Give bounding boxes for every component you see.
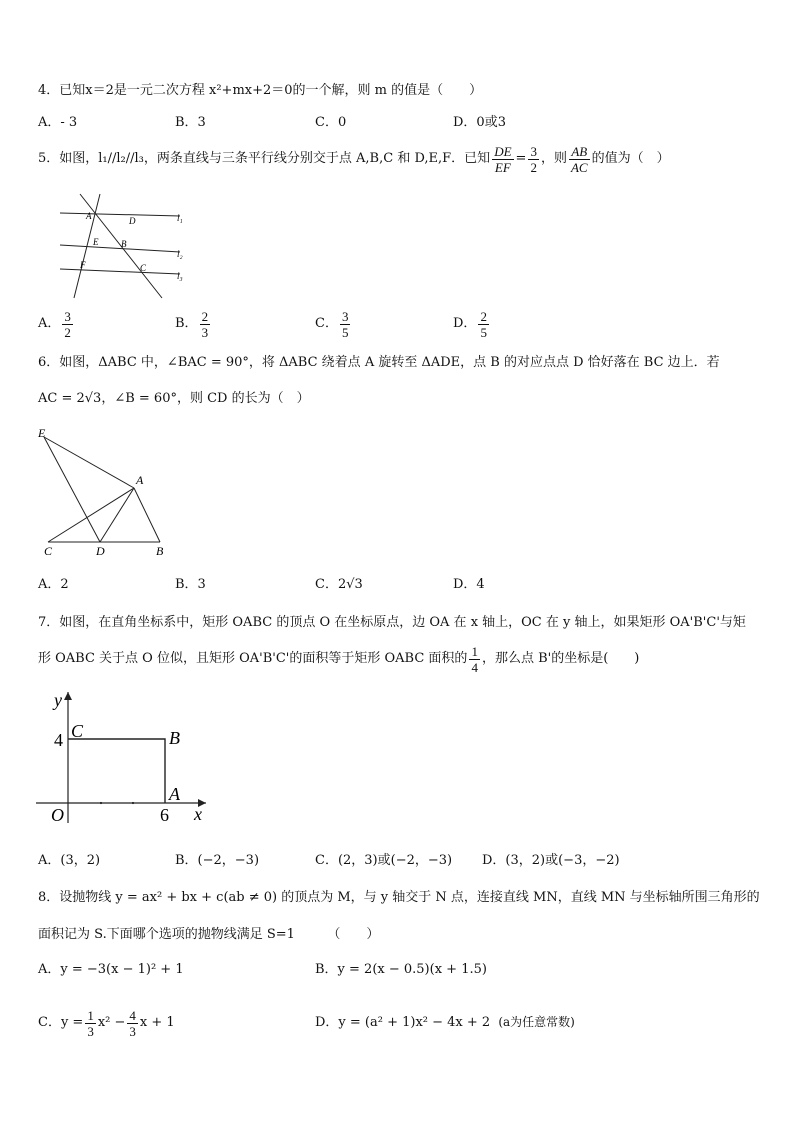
q8-option-b: B．y = 2(x − 0.5)(x + 1.5) — [315, 962, 487, 977]
q5-frac2-den: 2 — [530, 159, 537, 175]
q5-fraction-de-ef — [492, 144, 513, 175]
q6-label-b: B — [156, 544, 164, 558]
q5-frac2-num: 3 — [530, 143, 537, 159]
q7-label-4: 4 — [54, 730, 63, 750]
q8-option-d-formula: D．y = (a² + 1)x² − 4x + 2 — [315, 1015, 491, 1030]
q8-option-a: A．y = −3(x − 1)² + 1 — [38, 962, 184, 977]
q7-stem-text-b: ，那么点 B'的坐标是( ) — [481, 651, 640, 666]
q5-option-a-den: 2 — [64, 324, 71, 340]
q8-option-c-frac2-num: 4 — [129, 1007, 136, 1023]
q5-frac3-den: AC — [570, 159, 588, 175]
q5-end-text: 的值为（ ） — [591, 151, 670, 166]
q7-frac-num: 1 — [471, 643, 478, 659]
q7-frac-den: 4 — [471, 659, 478, 675]
q6-label-d: D — [96, 544, 105, 558]
q5-option-c-den: 5 — [341, 324, 349, 340]
q5-frac3-num: AB — [569, 144, 590, 160]
q5-option-a — [38, 306, 75, 342]
q5-label-f: F — [80, 260, 86, 270]
q5-label-l3: l₃ — [177, 271, 183, 281]
q7-label-b: B — [169, 728, 180, 748]
q7-label-x: x — [194, 804, 202, 824]
q6-label-c: C — [44, 544, 53, 558]
q8-option-c-pre: C．y = — [38, 1015, 84, 1030]
q7-fraction-1-4 — [469, 644, 480, 675]
q7-label-6: 6 — [160, 805, 169, 825]
q5-option-d-num: 2 — [480, 308, 487, 324]
q6-option-a: A．2 — [38, 577, 69, 592]
q5-label-c: C — [140, 263, 147, 273]
q7-label-y: y — [54, 690, 62, 710]
q5-equals: = — [515, 151, 527, 166]
q7-option-b: B．(−2，−3) — [175, 853, 260, 868]
q5-option-d — [453, 306, 491, 342]
q5-option-a-num: 3 — [64, 308, 71, 324]
q5-label-l2: l₂ — [177, 249, 183, 259]
q5-option-c — [315, 306, 352, 342]
q7-option-c: C．(2，3)或(−2，−3) — [315, 853, 453, 868]
q5-label-b: B — [121, 239, 127, 249]
q5-option-a-frac — [62, 309, 73, 340]
q5-label-l1: l₁ — [177, 213, 183, 223]
q6-option-b: B．3 — [175, 577, 206, 592]
q5-stem — [38, 140, 670, 178]
q7-stem-line1: 7．如图，在直角坐标系中，矩形 OABC 的顶点 O 在坐标原点，边 OA 在 x 轴上，OC 在 y 轴上，如果矩形 OA'B'C'与矩 — [38, 615, 746, 630]
q7-stem-line2 — [38, 640, 639, 678]
q5-option-c-letter: C． — [315, 316, 338, 331]
q6-stem-line2: AC = 2√3，∠B = 60°，则 CD 的长为（ ） — [38, 391, 310, 406]
q5-option-a-letter: A． — [38, 316, 61, 331]
q5-option-d-frac — [478, 309, 489, 340]
q5-frac1-den: EF — [494, 159, 511, 175]
q5-label-d: D — [129, 216, 136, 226]
q5-figure-parallel-lines — [56, 190, 196, 302]
q8-option-c-frac1-den: 3 — [87, 1023, 94, 1039]
q4-option-b: B．3 — [175, 115, 206, 130]
q5-option-d-letter: D． — [453, 316, 477, 331]
q8-option-c-frac2-den: 3 — [129, 1023, 136, 1039]
q4-option-d: D．0或3 — [453, 115, 506, 130]
q5-option-b — [175, 306, 212, 342]
q5-stem-text: 5．如图，l₁//l₂//l₃，两条直线与三条平行线分别交于点 A,B,C 和 D,E,F．已知 — [38, 151, 491, 166]
q8-option-c-frac1 — [85, 1008, 96, 1039]
q8-stem-line2: 面积记为 S.下面哪个选项的抛物线满足 S=1 （ ） — [38, 927, 380, 942]
q4-stem: 4．已知x＝2是一元二次方程 x²+mx+2＝0的一个解，则 m 的值是（ ） — [38, 83, 483, 98]
q6-stem-line1: 6．如图，ΔABC 中，∠BAC = 90°，将 ΔABC 绕着点 A 旋转至 ΔADE，点 B 的对应点点 D 恰好落在 BC 边上．若 — [38, 355, 720, 370]
q8-option-c-mid: x² − — [97, 1015, 126, 1030]
q5-fraction-ab-ac — [569, 144, 590, 175]
q7-option-d: D．(3，2)或(−3，−2) — [482, 853, 620, 868]
q7-label-c: C — [71, 721, 84, 741]
q5-mid-text: ，则 — [540, 151, 567, 166]
q6-option-d: D．4 — [453, 577, 485, 592]
q5-label-a: A — [86, 211, 92, 221]
q6-label-a: A — [136, 473, 144, 487]
q8-option-c-end: x + 1 — [139, 1015, 175, 1030]
q7-stem-text-a: 形 OABC 关于点 O 位似，且矩形 OA'B'C'的面积等于矩形 OABC 面积的 — [38, 651, 468, 666]
q8-option-d-note: (a为任意常数) — [498, 1015, 575, 1029]
q6-label-e: E — [38, 426, 46, 440]
q8-option-c — [38, 1004, 175, 1042]
q5-option-b-frac — [200, 309, 211, 340]
q5-option-d-den: 5 — [480, 324, 487, 340]
q8-option-c-frac2 — [127, 1008, 138, 1039]
q5-option-c-frac — [340, 309, 351, 340]
q4-option-c: C．0 — [315, 115, 347, 130]
q8-stem-line1: 8．设抛物线 y = ax² + bx + c(ab ≠ 0) 的顶点为 M，与 y 轴交于 N 点，连接直线 MN，直线 MN 与坐标轴所围三角形的 — [38, 890, 760, 905]
q8-option-c-frac1-num: 1 — [87, 1007, 94, 1023]
q5-option-c-num: 3 — [341, 308, 349, 324]
q8-option-d — [315, 1013, 575, 1032]
q7-label-a: A — [169, 784, 180, 804]
q5-option-b-num: 2 — [201, 308, 209, 324]
q5-label-e: E — [93, 237, 99, 247]
q5-option-b-den: 3 — [201, 324, 209, 340]
q7-figure-coordinate-rectangle — [36, 688, 216, 828]
q5-option-b-letter: B． — [175, 316, 198, 331]
q4-option-a: A．- 3 — [38, 115, 78, 130]
q5-frac1-num: DE — [494, 143, 512, 159]
q6-figure-triangles — [34, 424, 184, 560]
q5-fraction-3-2 — [528, 144, 539, 175]
q7-label-o: O — [51, 805, 64, 825]
q6-option-c: C．2√3 — [315, 577, 363, 592]
q7-option-a: A．(3，2) — [38, 853, 101, 868]
